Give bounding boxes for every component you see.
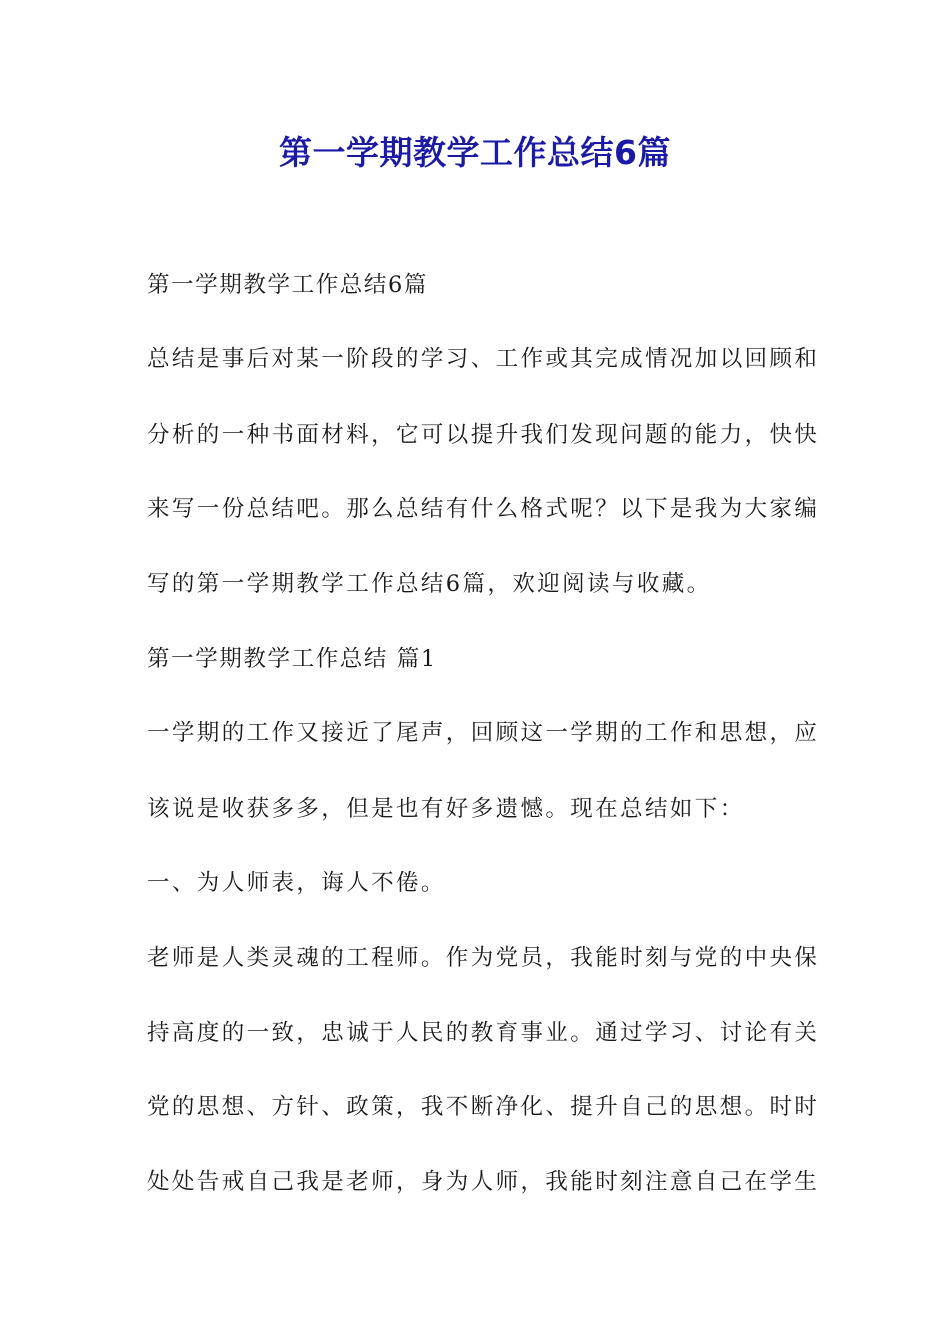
section-heading: 第一学期教学工作总结 篇1 — [147, 646, 437, 672]
body-line: 持高度的一致，忠诚于人民的教育事业。通过学习、讨论有关 — [147, 1020, 820, 1046]
body-line: 一学期的工作又接近了尾声，回顾这一学期的工作和思想，应 — [147, 720, 820, 746]
body-line: 来写一份总结吧。那么总结有什么格式呢？以下是我为大家编 — [147, 496, 820, 522]
body-line: 党的思想、方针、政策，我不断净化、提升自己的思想。时时 — [147, 1094, 820, 1120]
subtitle-line: 第一学期教学工作总结6篇 — [147, 272, 429, 298]
body-line: 该说是收获多多，但是也有好多遗憾。现在总结如下： — [147, 796, 745, 822]
body-line: 写的第一学期教学工作总结6篇，欢迎阅读与收藏。 — [147, 571, 712, 597]
body-line: 老师是人类灵魂的工程师。作为党员，我能时刻与党的中央保 — [147, 945, 820, 971]
document-title: 第一学期教学工作总结6篇 — [279, 133, 671, 172]
body-line: 总结是事后对某一阶段的学习、工作或其完成情况加以回顾和 — [147, 346, 820, 372]
body-line: 处处告戒自己我是老师，身为人师，我能时刻注意自己在学生 — [147, 1169, 820, 1195]
body-line: 分析的一种书面材料，它可以提升我们发现问题的能力，快快 — [147, 422, 820, 448]
sub-heading: 一、为人师表，诲人不倦。 — [147, 870, 446, 896]
